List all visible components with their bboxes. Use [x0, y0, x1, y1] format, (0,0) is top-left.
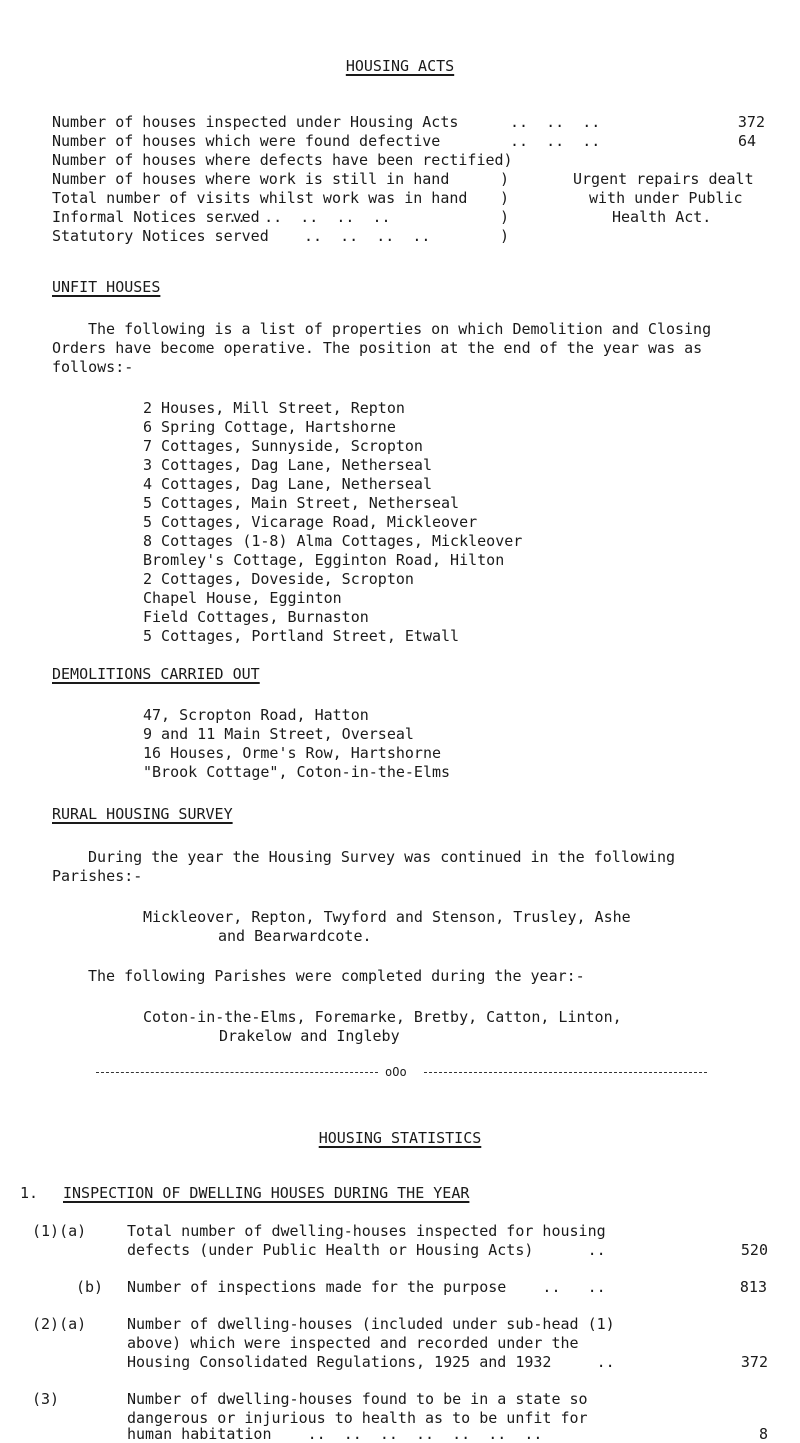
acts-line: Statutory Notices served — [52, 227, 269, 245]
demolition-item: "Brook Cottage", Coton-in-the-Elms — [143, 763, 451, 781]
survey-continued-parishes: and Bearwardcote. — [218, 927, 372, 945]
bracket: ) — [500, 208, 510, 226]
stats-item-label: (3) — [32, 1390, 60, 1408]
acts-line: Informal Notices served — [52, 208, 260, 226]
leader-dots: .. .. .. .. .. — [228, 208, 391, 226]
stats-item-text: dangerous or injurious to health as to be unfit for — [127, 1409, 588, 1427]
survey-intro-line: During the year the Housing Survey was continued in the following — [88, 848, 675, 866]
leader-dots: .. .. .. — [510, 113, 601, 131]
property-item: 2 Cottages, Doveside, Scropton — [143, 570, 414, 588]
leader-dots: .. .. .. .. — [304, 227, 431, 245]
property-item: 7 Cottages, Sunnyside, Scropton — [143, 437, 423, 455]
bracket: ) — [500, 227, 510, 245]
stats-item-label: (b) — [76, 1278, 104, 1296]
bracket: ) — [500, 170, 510, 188]
stats-section-number: 1. — [20, 1184, 39, 1202]
property-item: 5 Cottages, Portland Street, Etwall — [143, 627, 460, 645]
acts-line: Number of houses where work is still in hand — [52, 170, 450, 188]
section-heading-statistics: HOUSING STATISTICS — [318, 1129, 482, 1147]
stats-item-value: 813 — [739, 1278, 767, 1296]
value-houses-defective: 64 — [737, 132, 756, 150]
survey-completed-parishes: Drakelow and Ingleby — [219, 1027, 400, 1045]
acts-line: Number of houses inspected under Housing Acts — [52, 113, 459, 131]
stats-item-text: human habitation .. .. .. .. .. .. .. — [127, 1425, 543, 1443]
separator-rule-right — [424, 1072, 707, 1073]
stats-item-label: (1)(a) — [32, 1222, 87, 1240]
unfit-intro-line: follows:- — [52, 358, 134, 376]
unfit-intro-line: The following is a list of properties on which Demolition and Closing — [88, 320, 712, 338]
survey-continued-parishes: Mickleover, Repton, Twyford and Stenson, Trusley, Ashe — [143, 908, 631, 926]
acts-line: Number of houses which were found defective — [52, 132, 441, 150]
property-item: Bromley's Cottage, Egginton Road, Hilton — [143, 551, 505, 569]
bracket: ) — [500, 189, 510, 207]
acts-line: Total number of visits whilst work was in hand — [52, 189, 468, 207]
property-item: Field Cottages, Burnaston — [143, 608, 369, 626]
page-title: HOUSING ACTS — [345, 57, 455, 75]
property-item: 6 Spring Cottage, Hartshorne — [143, 418, 396, 436]
stats-item-value: 372 — [740, 1353, 768, 1371]
stats-item-value: 8 — [758, 1425, 768, 1443]
unfit-intro-line: Orders have become operative. The position at the end of the year was as — [52, 339, 703, 357]
property-item: 4 Cottages, Dag Lane, Netherseal — [143, 475, 432, 493]
stats-item-label: (2)(a) — [32, 1315, 87, 1333]
stats-item-text: Housing Consolidated Regulations, 1925 and 1932 .. — [127, 1353, 615, 1371]
stats-item-value: 520 — [740, 1241, 768, 1259]
property-item: 8 Cottages (1-8) Alma Cottages, Mickleover — [143, 532, 523, 550]
property-item: 3 Cottages, Dag Lane, Netherseal — [143, 456, 432, 474]
survey-completed-parishes: Coton-in-the-Elms, Foremarke, Bretby, Catton, Linton, — [143, 1008, 622, 1026]
stats-item-text: Total number of dwelling-houses inspected for housing — [127, 1222, 606, 1240]
separator-rule-left — [96, 1072, 378, 1073]
bracket-note: with under Public — [589, 189, 743, 207]
stats-item-text: Number of dwelling-houses (included under sub-head (1) — [127, 1315, 615, 1333]
acts-line: Number of houses where defects have been rectified) — [52, 151, 513, 169]
stats-item-text: Number of inspections made for the purpose .. .. — [127, 1278, 606, 1296]
stats-item-text: defects (under Public Health or Housing Acts) .. — [127, 1241, 606, 1259]
stats-item-text: above) which were inspected and recorded under the — [127, 1334, 579, 1352]
property-item: 5 Cottages, Main Street, Netherseal — [143, 494, 460, 512]
stats-item-text: Number of dwelling-houses found to be in a state so — [127, 1390, 588, 1408]
survey-completed-intro: The following Parishes were completed during the year:- — [88, 967, 585, 985]
stats-section-title: INSPECTION OF DWELLING HOUSES DURING THE YEAR — [63, 1184, 470, 1202]
bracket-note: Health Act. — [612, 208, 712, 226]
bracket-note: Urgent repairs dealt — [573, 170, 754, 188]
property-item: 2 Houses, Mill Street, Repton — [143, 399, 405, 417]
demolition-item: 47, Scropton Road, Hatton — [143, 706, 369, 724]
property-item: 5 Cottages, Vicarage Road, Mickleover — [143, 513, 478, 531]
demolition-item: 16 Houses, Orme's Row, Hartshorne — [143, 744, 442, 762]
section-heading-demolitions: DEMOLITIONS CARRIED OUT — [52, 665, 260, 683]
separator-mark: oOo — [385, 1065, 407, 1079]
demolition-item: 9 and 11 Main Street, Overseal — [143, 725, 414, 743]
leader-dots: .. .. .. — [510, 132, 601, 150]
section-heading-survey: RURAL HOUSING SURVEY — [52, 805, 233, 823]
survey-intro-line: Parishes:- — [52, 867, 143, 885]
property-item: Chapel House, Egginton — [143, 589, 342, 607]
section-heading-unfit: UNFIT HOUSES — [52, 278, 161, 296]
value-houses-inspected: 372 — [737, 113, 765, 131]
